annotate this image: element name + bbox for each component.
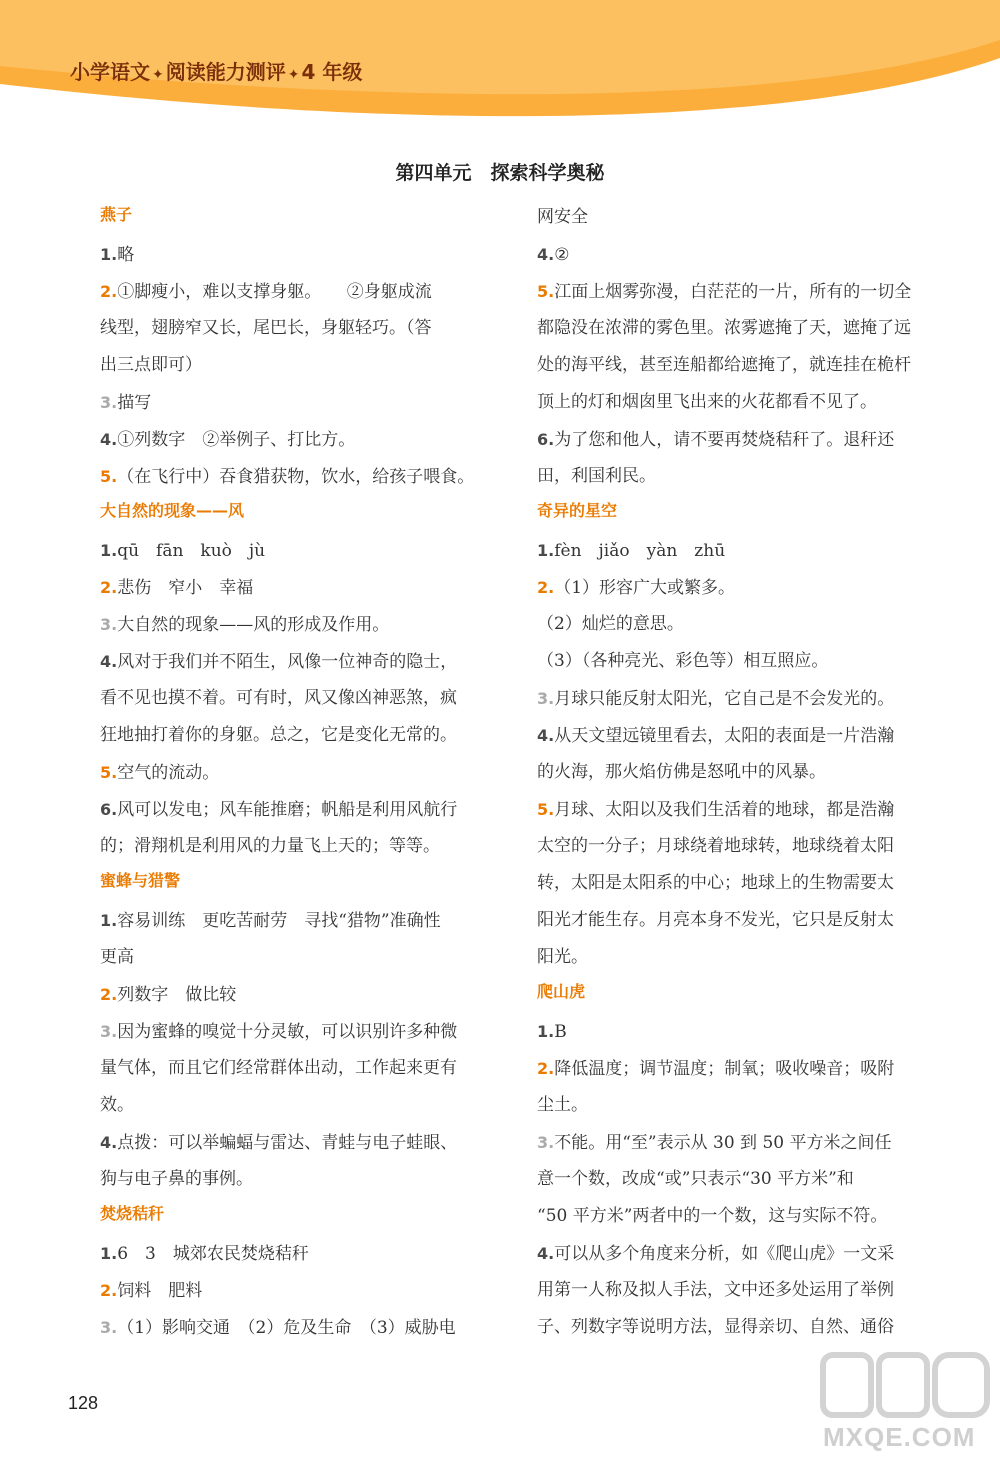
answer-text: 降低温度；调节温度；制氧；吸收噪音；吸附 [554, 1059, 895, 1079]
answer-line [537, 1013, 937, 1050]
answer-line [537, 310, 937, 347]
answer-text: 网安全 [537, 207, 588, 227]
question-number: 5. [537, 800, 555, 819]
answer-text: 列数字 做比较 [117, 985, 237, 1005]
answer-line [100, 902, 500, 939]
question-number: 2. [537, 1059, 555, 1078]
section-title: 蜜蜂与猎警 [100, 871, 181, 890]
answer-line [100, 421, 500, 458]
answer-text: （1）影响交通 （2）危及生命 （3）威胁电 [117, 1318, 456, 1338]
answer-line [537, 458, 937, 495]
answer-line [537, 1198, 937, 1235]
answer-line [100, 569, 500, 606]
answer-column-right [537, 199, 937, 1346]
question-number: 1. [537, 1022, 555, 1041]
answer-text: （在飞行中）吞食猎获物，饮水，给孩子喂食。 [117, 467, 475, 487]
answer-text: 更高 [100, 947, 134, 967]
answer-text: 顶上的灯和烟囱里飞出来的火花都看不见了。 [537, 392, 877, 412]
answer-text: 转，太阳是太阳系的中心；地球上的生物需要太 [537, 873, 894, 893]
question-number: 4. [100, 430, 118, 449]
answer-text: 都隐没在浓滞的雾色里。浓雾遮掩了天，遮掩了远 [537, 318, 911, 338]
answer-line [100, 1124, 500, 1161]
answer-line [100, 236, 500, 273]
answer-line [537, 717, 937, 754]
answer-line [537, 532, 937, 569]
answer-line [100, 680, 500, 717]
answer-line [100, 1050, 500, 1087]
answer-line [100, 1087, 500, 1124]
answer-text: 风对于我们并不陌生，风像一位神奇的隐士， [117, 652, 458, 672]
answer-line [100, 1309, 500, 1346]
question-number: 5. [100, 467, 118, 486]
section-title: 大自然的现象——风 [100, 501, 245, 520]
question-number: 2. [100, 1281, 118, 1300]
answer-line [537, 1272, 937, 1309]
answer-text: 风可以发电；风车能推磨；帆船是利用风航行 [117, 800, 458, 820]
question-number: 5. [100, 763, 118, 782]
question-number: 3. [100, 393, 118, 412]
page-number: 128 [68, 1393, 99, 1413]
answer-text: 意一个数，改成“或”只表示“30 平方米”和 [537, 1169, 854, 1189]
answer-text: 尘土。 [537, 1095, 588, 1115]
answer-text: 因为蜜蜂的嗅觉十分灵敏，可以识别许多种微 [117, 1022, 458, 1042]
answer-line [537, 643, 937, 680]
answer-line [537, 902, 937, 939]
answer-column-left [100, 199, 500, 1346]
question-number: 1. [100, 911, 118, 930]
answer-text: 饲料 肥料 [117, 1281, 203, 1301]
answer-line [100, 1272, 500, 1309]
section-title: 爬山虎 [537, 982, 586, 1001]
answer-line [537, 754, 937, 791]
answer-text: 阳光才能生存。月亮本身不发光，它只是反射太 [537, 910, 894, 930]
question-number: 3. [100, 1022, 118, 1041]
answer-line [100, 384, 500, 421]
answer-text: 容易训练 更吃苦耐劳 寻找“猎物”准确性 [117, 911, 441, 931]
answer-text: 线型，翅膀窄又长，尾巴长，身躯轻巧。（答 [100, 318, 432, 338]
answer-line [100, 717, 500, 754]
answer-text: 悲伤 窄小 幸福 [117, 578, 254, 598]
answer-text: 不能。用“至”表示从 30 到 50 平方米之间任 [554, 1133, 892, 1153]
answer-text: 狗与电子鼻的事例。 [100, 1169, 253, 1189]
answer-line [100, 643, 500, 680]
answer-line [537, 1124, 937, 1161]
answer-line [100, 347, 500, 384]
answer-line [100, 273, 500, 310]
book-title: 小学语文 ✦ 阅读能力测评 ✦ 4 年级 [70, 60, 363, 84]
answer-text: 太空的一分子；月球绕着地球转，地球绕着太阳 [537, 836, 894, 856]
answer-text: 的；滑翔机是利用风的力量飞上天的；等等。 [100, 836, 440, 856]
answer-text: 可以从多个角度来分析，如《爬山虎》一文采 [554, 1244, 895, 1264]
question-number: 2. [100, 985, 118, 1004]
answer-line [537, 199, 937, 236]
answer-line [537, 1161, 937, 1198]
answer-text: （2）灿烂的意思。 [537, 614, 684, 634]
answer-text: ② [554, 245, 570, 265]
answer-line [537, 273, 937, 310]
answer-line [537, 680, 937, 717]
answer-line [100, 1235, 500, 1272]
answer-text: 用第一人称及拟人手法，文中还多处运用了举例 [537, 1280, 894, 1300]
answer-text: 从天文望远镜里看去，太阳的表面是一片浩瀚 [554, 726, 895, 746]
answer-line [100, 1161, 500, 1198]
answer-text: 江面上烟雾弥漫，白茫茫的一片，所有的一切全 [554, 282, 912, 302]
answer-line [537, 865, 937, 902]
answer-text: 月球只能反射太阳光，它自己是不会发光的。 [554, 689, 895, 709]
question-number: 2. [537, 578, 555, 597]
watermark-text: MXQE.COM [823, 1422, 976, 1452]
answer-line [537, 606, 937, 643]
answer-text: 看不见也摸不着。可有时，风又像凶神恶煞，疯 [100, 688, 457, 708]
answer-line [537, 1309, 937, 1346]
answer-text: 月球、太阳以及我们生活着的地球，都是浩瀚 [554, 800, 895, 820]
answer-line [537, 1087, 937, 1124]
answer-text: 6 3 城郊农民焚烧秸秆 [117, 1244, 309, 1264]
question-number: 6. [100, 800, 118, 819]
answer-line [537, 791, 937, 828]
answer-text: 处的海平线，甚至连船都给遮掩了，就连挂在桅杆 [537, 355, 911, 375]
answer-line [537, 347, 937, 384]
answer-text: B [554, 1022, 567, 1042]
answer-line [100, 606, 500, 643]
answer-text: 大自然的现象——风的形成及作用。 [117, 615, 390, 635]
answer-line [100, 828, 500, 865]
answer-line [100, 754, 500, 791]
answer-line [100, 458, 500, 495]
answer-text: 量气体，而且它们经常群体出动，工作起来更有 [100, 1058, 457, 1078]
section-title: 奇异的星空 [537, 501, 618, 520]
question-number: 3. [537, 1133, 555, 1152]
answer-line [100, 791, 500, 828]
star-separator-icon: ✦ [152, 67, 164, 83]
answer-text: 点拨：可以举蝙蝠与雷达、青蛙与电子蛙眼、 [117, 1133, 458, 1153]
answer-line [537, 1050, 937, 1087]
question-number: 3. [100, 615, 118, 634]
answer-text: （3）（各种亮光、彩色等）相互照应。 [537, 651, 829, 671]
answer-line [100, 976, 500, 1013]
question-number: 6. [537, 430, 555, 449]
answer-text: 的火海，那火焰仿佛是怒吼中的风暴。 [537, 762, 826, 782]
question-number: 2. [100, 282, 118, 301]
answer-text: 空气的流动。 [117, 763, 220, 783]
question-number: 4. [537, 726, 555, 745]
question-number: 1. [537, 541, 555, 560]
question-number: 4. [537, 1244, 555, 1263]
answer-line [100, 310, 500, 347]
question-number: 4. [100, 1133, 118, 1152]
section-title: 燕子 [100, 205, 133, 224]
answer-line [537, 384, 937, 421]
question-number: 1. [100, 245, 118, 264]
answer-text: 子、列数字等说明方法，显得亲切、自然、通俗 [537, 1317, 894, 1337]
answer-text: （1）形容广大或繁多。 [554, 578, 736, 598]
answer-text: ①列数字 ②举例子、打比方。 [117, 430, 356, 450]
question-number: 1. [100, 541, 118, 560]
answer-text: 出三点即可） [100, 355, 202, 375]
answer-line [100, 532, 500, 569]
answer-line [537, 569, 937, 606]
answer-text: 田，利国利民。 [537, 466, 656, 486]
answer-text: 效。 [100, 1095, 134, 1115]
star-separator-icon: ✦ [287, 67, 300, 83]
answer-text: fèn jiǎo yàn zhū [554, 541, 726, 561]
question-number: 3. [100, 1318, 118, 1337]
answer-line [537, 421, 937, 458]
answer-line [537, 1235, 937, 1272]
answer-line [537, 939, 937, 976]
answer-text: 狂地抽打着你的身躯。总之，它是变化无常的。 [100, 725, 457, 745]
answer-line [537, 236, 937, 273]
question-number: 3. [537, 689, 555, 708]
answer-text: qū fān kuò jù [117, 541, 266, 561]
question-number: 4. [537, 245, 555, 264]
question-number: 4. [100, 652, 118, 671]
question-number: 1. [100, 1244, 118, 1263]
answer-text: 略 [117, 245, 135, 265]
answer-line [537, 828, 937, 865]
answer-line [100, 939, 500, 976]
answer-text: “50 平方米”两者中的一个数，这与实际不符。 [537, 1206, 888, 1226]
answer-text: ①脚瘦小，难以支撑身躯。 ②身躯成流 [117, 282, 432, 302]
answer-text: 为了您和他人，请不要再焚烧秸秆了。退秆还 [554, 430, 895, 450]
question-number: 5. [537, 282, 555, 301]
question-number: 2. [100, 578, 118, 597]
answer-text: 阳光。 [537, 947, 588, 967]
answer-line [100, 1013, 500, 1050]
answer-text: 描写 [117, 393, 152, 413]
unit-title: 第四单元 探索科学奥秘 [395, 162, 605, 184]
section-title: 焚烧秸秆 [100, 1204, 165, 1223]
